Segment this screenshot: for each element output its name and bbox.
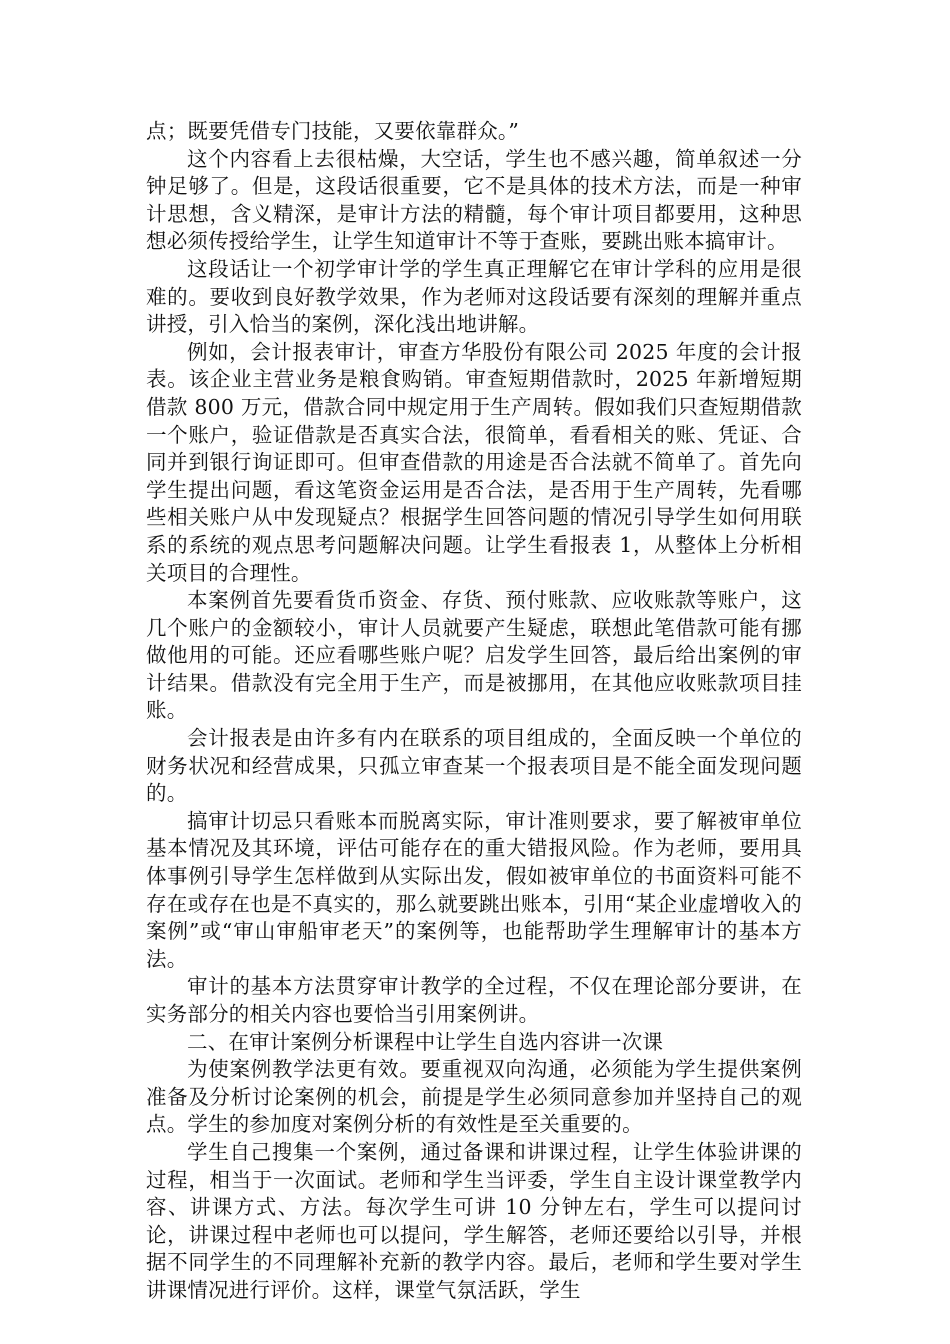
section-heading: 二、在审计案例分析课程中让学生自选内容讲一次课 xyxy=(187,1029,664,1054)
paragraph: 这段话让一个初学审计学的学生真正理解它在审计学科的应用是很难的。要收到良好教学效果，作为老师对这段话要有深刻的理解并重点讲授，引入恰当的案例，深化浅出地讲解。 xyxy=(146,256,802,337)
paragraph: 学生自己搜集一个案例，通过备课和讲课过程，让学生体验讲课的过程，相当于一次面试。老师和学生当评委，学生自主设计课堂教学内容、讲课方式、方法。每次学生可讲 10 分钟左右，学生可以提问讨论，讲课过程中老师也可以提问，学生解答，老师还要给以引导，并根据不同学生的不同理解补充新的教学内容。最后，老师和学生要对学生讲课情况进行评价。这样，课堂气氛活跃，学生 xyxy=(146,1139,802,1302)
paragraph: 审计的基本方法贯穿审计教学的全过程，不仅在理论部分要讲，在实务部分的相关内容也要恰当引用案例讲。 xyxy=(146,974,802,1026)
paragraph: 搞审计切忌只看账本而脱离实际，审计准则要求，要了解被审单位基本情况及其环境，评估可能存在的重大错报风险。作为老师，要用具体事例引导学生怎样做到从实际出发，假如被审单位的书面资料可能不存在或存在也是不真实的，那么就要跳出账本，引用“某企业虚增收入的案例”或“审山审船审老天”的案例等，也能帮助学生理解审计的基本方法。 xyxy=(146,808,802,971)
paragraph: 本案例首先要看货币资金、存货、预付账款、应收账款等账户，这几个账户的金额较小，审计人员就要产生疑虑，联想此笔借款可能有挪做他用的可能。还应看哪些账户呢？启发学生回答，最后给出案例的审计结果。借款没有完全用于生产，而是被挪用，在其他应收账款项目挂账。 xyxy=(146,588,802,723)
document-page xyxy=(146,118,802,1305)
paragraph: 例如，会计报表审计，审查方华股份有限公司 2025 年度的会计报表。该企业主营业务是粮食购销。审查短期借款时，2025 年新增短期借款 800 万元，借款合同中规定用于生产周转。假如我们只查短期借款一个账户，验证借款是否真实合法，很简单，看看相关的账、凭证、合同并到银行询证即可。但审查借款的用途是否合法就不简单了。首先向学生提出问题，看这笔资金运用是否合法，是否用于生产周转，先看哪些相关账户从中发现疑点？根据学生回答问题的情况引导学生如何用联系的系统的观点思考问题解决问题。让学生看报表 1，从整体上分析相关项目的合理性。 xyxy=(146,339,802,585)
paragraph: 为使案例教学法更有效。要重视双向沟通，必须能为学生提供案例准备及分析讨论案例的机会，前提是学生必须同意参加并坚持自己的观点。学生的参加度对案例分析的有效性是至关重要的。 xyxy=(146,1057,802,1137)
paragraph: 这个内容看上去很枯燥，大空话，学生也不感兴趣，简单叙述一分钟足够了。但是，这段话很重要，它不是具体的技术方法，而是一种审计思想，含义精深，是审计方法的精髓，每个审计项目都要用，这种思想必须传授给学生，让学生知道审计不等于查账，要跳出账本搞审计。 xyxy=(146,146,802,254)
paragraph-continuation: 点；既要凭借专门技能，又要依靠群众。” xyxy=(146,119,520,143)
paragraph: 会计报表是由许多有内在联系的项目组成的，全面反映一个单位的财务状况和经营成果，只孤立审查某一个报表项目是不能全面发现问题的。 xyxy=(146,726,802,806)
